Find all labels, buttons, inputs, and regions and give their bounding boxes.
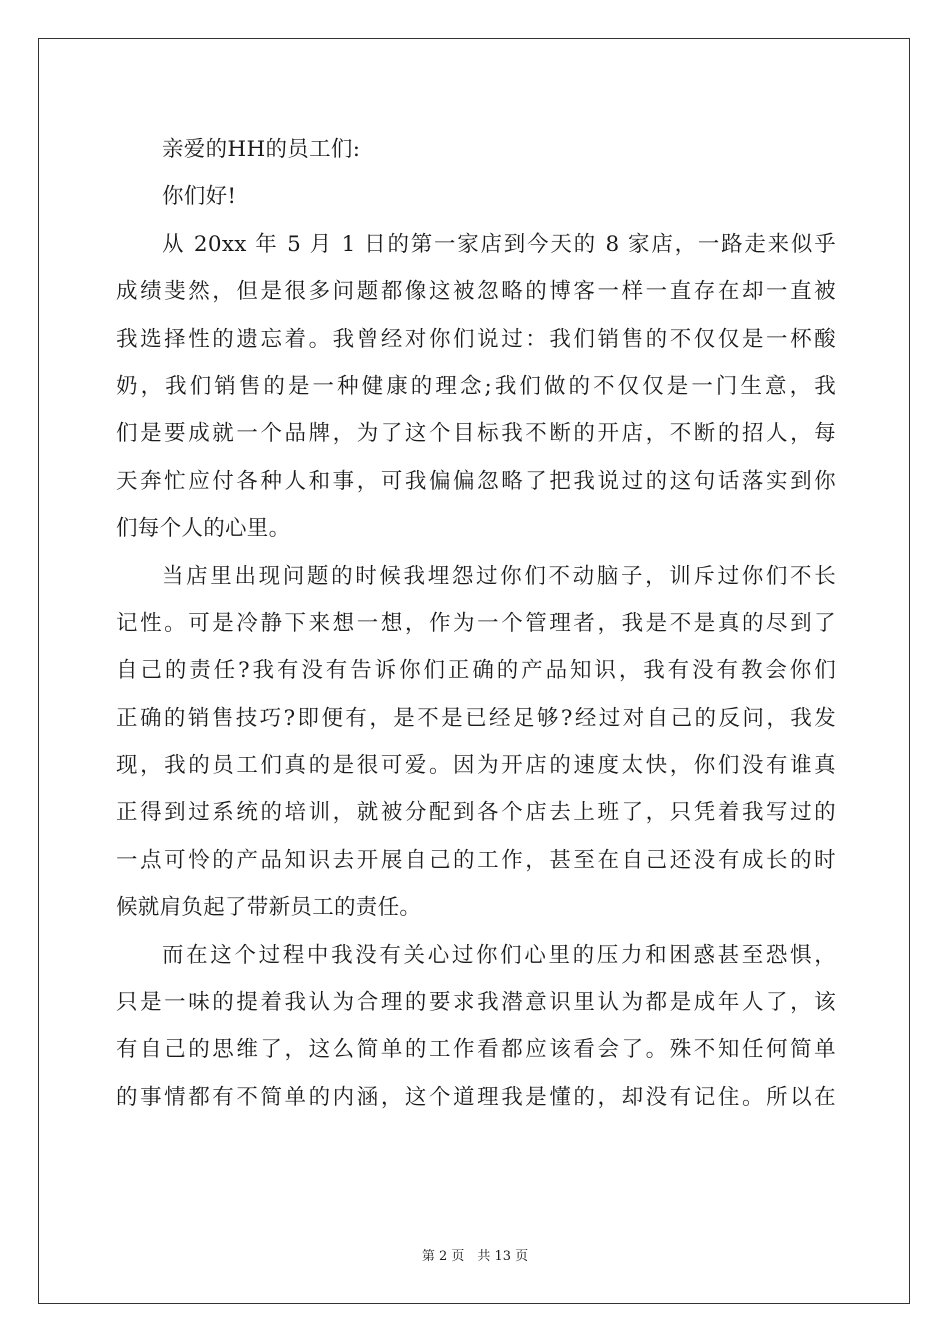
page-footer: 第 2 页 共 13 页 [421,1249,529,1264]
text-line: 候就肩负起了带新员工的责任。 [116,895,422,921]
text-line: 有自己的思维了，这么简单的工作看都应该看会了。殊不知任何简单 [116,1037,836,1063]
document-body [116,126,836,1121]
text-line: 们每个人的心里。 [116,516,291,542]
text-line: 现，我的员工们真的是很可爱。因为开店的速度太快，你们没有谁真 [116,753,836,779]
text-line: 亲爱的HH的员工们: [162,137,361,162]
text-line: 成绩斐然，但是很多问题都像这被忽略的博客一样一直存在却一直被 [116,279,836,305]
text-line: 自己的责任?我有没有告诉你们正确的产品知识，我有没有教会你们 [116,658,836,684]
text-line: 记性。可是冷静下来想一想，作为一个管理者，我是不是真的尽到了 [116,610,836,636]
text-line: 奶，我们销售的是一种健康的理念;我们做的不仅仅是一门生意，我 [116,373,836,399]
text-line: 而在这个过程中我没有关心过你们心里的压力和困惑甚至恐惧， [162,942,836,968]
text-line: 正确的销售技巧?即便有，是不是已经足够?经过对自己的反问，我发 [116,705,836,731]
text-line: 从 20xx 年 5 月 1 日的第一家店到今天的 8 家店，一路走来似乎 [162,231,836,257]
text-line: 你们好! [162,184,237,210]
text-line: 只是一味的提着我认为合理的要求我潜意识里认为都是成年人了，该 [116,990,836,1016]
text-line: 的事情都有不简单的内涵，这个道理我是懂的，却没有记住。所以在 [116,1084,836,1110]
text-line: 正得到过系统的培训，就被分配到各个店去上班了，只凭着我写过的 [116,800,836,826]
text-line: 我选择性的遗忘着。我曾经对你们说过：我们销售的不仅仅是一杯酸 [116,326,836,352]
text-line: 一点可怜的产品知识去开展自己的工作，甚至在自己还没有成长的时 [116,847,836,873]
text-line: 们是要成就一个品牌，为了这个目标我不断的开店，不断的招人，每 [116,421,836,447]
text-line: 当店里出现问题的时候我埋怨过你们不动脑子，训斥过你们不长 [162,563,836,589]
text-line: 天奔忙应付各种人和事，可我偏偏忽略了把我说过的这句话落实到你 [116,468,836,494]
